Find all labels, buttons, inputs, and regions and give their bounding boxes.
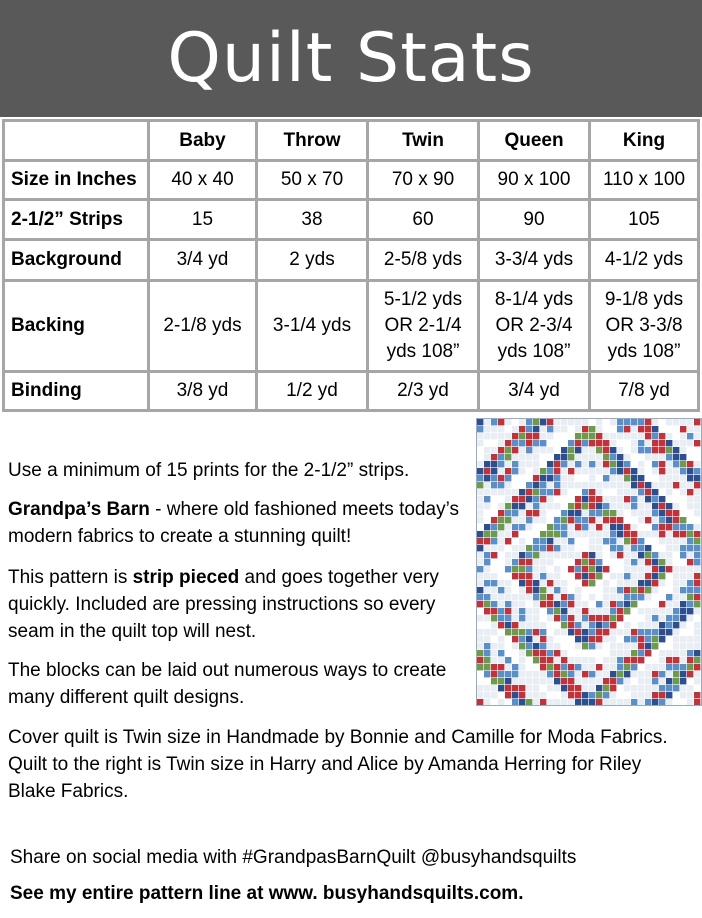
strip-pieced-note [8,564,453,645]
pattern-line-text[interactable]: See my entire pattern line at www. busyhandsquilts.com. [10,883,524,904]
quilt-pattern-graphic [477,419,701,705]
strip-pieced-bold: strip pieced [132,567,240,588]
table-cell: 2-1/8 yds [149,281,257,372]
quilt-photo [476,418,702,706]
table-cell: 3/8 yd [149,372,257,411]
table-cell: 50 x 70 [257,161,368,200]
table-header-cell: Queen [479,121,590,161]
table-cell: 4-1/2 yds [590,240,699,281]
table-cell: 1/2 yd [257,372,368,411]
table-cell: 38 [257,200,368,240]
table-cell: 15 [149,200,257,240]
table-cell: 9-1/8 yds OR 3-3/8 yds 108” [590,281,699,372]
table-row [4,161,699,200]
table-row [4,240,699,281]
table-cell: 105 [590,200,699,240]
table-cell: 3/4 yd [479,372,590,411]
layout-note-text: The blocks can be laid out numerous ways to create many different quilt designs. [8,660,447,708]
fabric-note [8,724,678,805]
pattern-description-text: - where old fashioned meets today’s modern fabrics to create a stunning quilt! [8,499,459,547]
quilt-stats-table [2,119,700,412]
table-cell: 90 x 100 [479,161,590,200]
table-header-cell [4,121,149,161]
table-cell: 2-5/8 yds [368,240,479,281]
table-cell: 3-3/4 yds [479,240,590,281]
table-row [4,200,699,240]
row-label: 2-1/2” Strips [4,200,149,240]
table-cell: 60 [368,200,479,240]
table-header-row [4,121,699,161]
row-label: Background [4,240,149,281]
table-header-cell: Baby [149,121,257,161]
row-label: Size in Inches [4,161,149,200]
table-cell: 3/4 yd [149,240,257,281]
table-cell: 90 [479,200,590,240]
row-label: Backing [4,281,149,372]
table-cell: 7/8 yd [590,372,699,411]
pattern-line-link[interactable] [10,883,523,905]
page-title: Quilt Stats [167,19,535,98]
table-header-cell: Throw [257,121,368,161]
table-cell: 70 x 90 [368,161,479,200]
table-row [4,372,699,411]
social-share-text: Share on social media with #GrandpasBarnQuilt @busyhandsquilts [10,847,577,868]
table-row [4,281,699,372]
table-cell: 2 yds [257,240,368,281]
pattern-name: Grandpa’s Barn [8,499,150,520]
pattern-description [8,496,473,550]
table-cell: 2/3 yd [368,372,479,411]
strips-note [8,457,478,484]
table-header-cell: King [590,121,699,161]
table-cell: 5-1/2 yds OR 2-1/4 yds 108” [368,281,479,372]
table-cell: 3-1/4 yds [257,281,368,372]
strips-note-text: Use a minimum of 15 prints for the 2-1/2” strips. [8,460,410,481]
fabric-note-text: Cover quilt is Twin size in Handmade by Bonnie and Camille for Moda Fabrics. Quilt to the right is Twin size in Harry and Alice by Amanda Herring for Riley Blake Fabrics. [8,727,668,802]
strip-pieced-text-b: and goes together very quickly. Included are pressing instructions so every seam in the quilt top will nest. [8,567,439,642]
layout-note [8,657,448,711]
table-cell: 40 x 40 [149,161,257,200]
title-banner [0,0,702,117]
table-cell: 8-1/4 yds OR 2-3/4 yds 108” [479,281,590,372]
table-cell: 110 x 100 [590,161,699,200]
row-label: Binding [4,372,149,411]
table-header-cell: Twin [368,121,479,161]
strip-pieced-text-a: This pattern is [8,567,133,588]
social-share-line [10,847,576,869]
